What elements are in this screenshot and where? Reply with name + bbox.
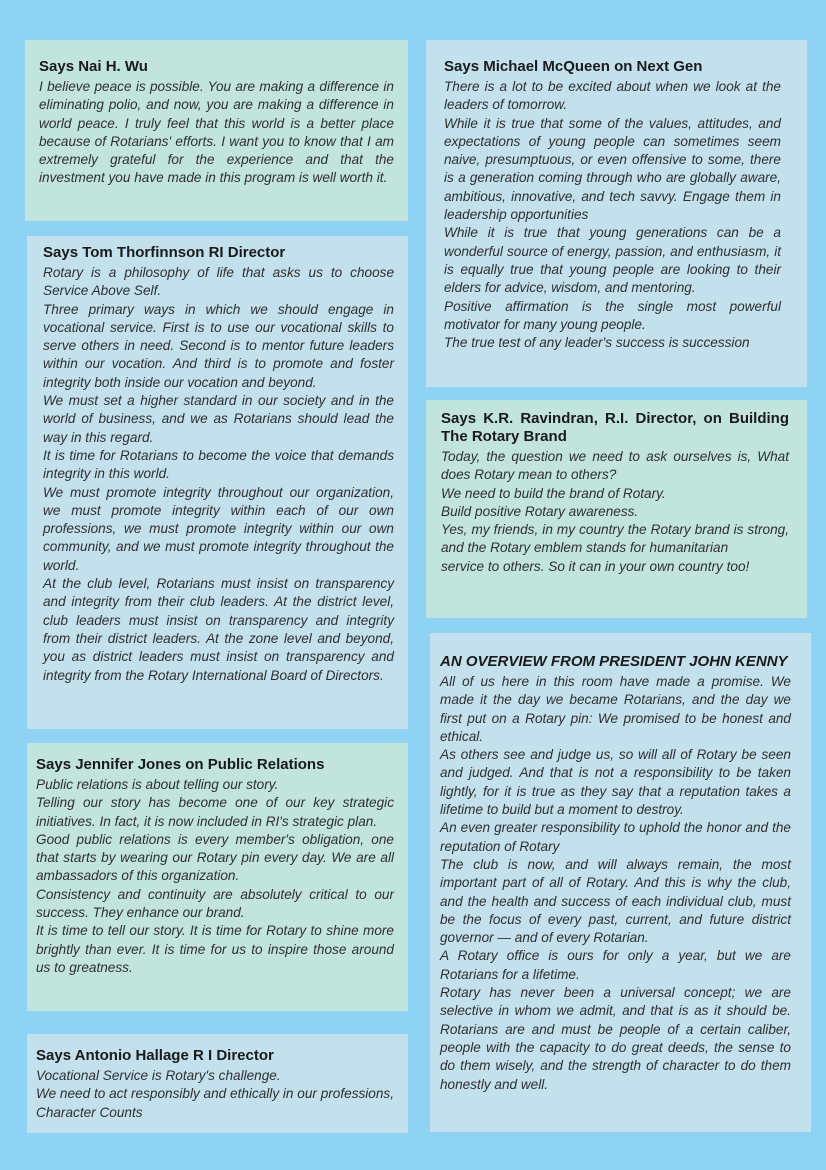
overview-title: AN OVERVIEW FROM PRESIDENT JOHN KENNY xyxy=(440,653,788,670)
quote-title: Says Michael McQueen on Next Gen xyxy=(444,58,703,75)
quote-title: Says Antonio Hallage R I Director xyxy=(36,1047,274,1064)
quote-box-jennifer-jones xyxy=(27,743,408,1011)
overview-paragraph: The club is now, and will always remain, the most important part of all of Rotary. And this is why the club, and the health and success of each individual club, must be the focus of every past, current, and future district governor — and of every Rotarian. xyxy=(440,856,791,946)
quote-paragraph: Today, the question we need to ask ourselves is, What does Rotary mean to others? xyxy=(441,449,789,483)
overview-paragraph: As others see and judge us, so will all of Rotary be seen and judged. And that is not a responsibility to be taken lightly, for it is true as they say that a reputation takes a lifetime to build but a moment to destroy. xyxy=(440,747,791,818)
quote-paragraph: Rotary is a philosophy of life that asks us to choose Service Above Self. xyxy=(43,265,394,299)
overview-box-john-kenny xyxy=(430,633,811,1132)
quote-paragraph: The true test of any leader's success is succession xyxy=(444,335,750,351)
quote-paragraph: We need to act responsibly and ethically in our professions, Character Counts xyxy=(36,1086,394,1120)
quote-paragraph: Positive affirmation is the single most powerful motivator for many young people. xyxy=(444,298,781,332)
overview-paragraph: All of us here in this room have made a promise. We made it the day we became Rotarians, and the day we first put on a Rotary pin: We promised to be honest and ethical. xyxy=(440,674,791,744)
quote-title: Says K.R. Ravindran, R.I. Director, on Building The Rotary Brand xyxy=(441,410,789,445)
quote-paragraph: I believe peace is possible. You are making a difference in eliminating polio, and now, you are making a difference in world peace. I truly feel that this world is a better place because of Rotarians' efforts. I want you to know that I am extremely grateful for the experience and that the investment you have made in this program is well worth it. xyxy=(39,79,394,186)
quote-paragraph: Yes, my friends, in my country the Rotary brand is strong, and the Rotary emblem stands for humanitarian xyxy=(441,522,789,556)
quote-paragraph: At the club level, Rotarians must insist on transparency and integrity from their club leaders. At the district level, club leaders must insist on transparency and integrity from their district leaders. At the zone level and beyond, you as district leaders must insist on transparency and integrity from the Rotary International Board of Directors. xyxy=(43,576,394,683)
quote-paragraph: Telling our story has become one of our key strategic initiatives. In fact, it is now included in RI's strategic plan. xyxy=(36,795,394,829)
quote-paragraph: We need to build the brand of Rotary. xyxy=(441,485,666,501)
quote-paragraph: While it is true that young generations can be a wonderful source of energy, passion, and enthusiasm, it is equally true that young people are looking to their elders for advice, wisdom, and mentoring. xyxy=(444,225,781,296)
overview-paragraph: A Rotary office is ours for only a year, but we are Rotarians for a lifetime. xyxy=(440,948,791,982)
quote-paragraph: We must promote integrity throughout our organization, we must promote integrity within each of our own professions, we must promote integrity within our own community, and we must promote integrity throughout the world. xyxy=(43,484,394,573)
quote-paragraph: Good public relations is every member's obligation, one that starts by wearing our Rotary pin every day. We are all ambassadors of this organization. xyxy=(36,831,394,884)
quote-box-tom-thorfinnson xyxy=(27,236,408,729)
quote-paragraph: Vocational Service is Rotary's challenge. xyxy=(36,1068,281,1083)
quote-paragraph: Build positive Rotary awareness. xyxy=(441,503,639,519)
quote-box-michael-mcqueen xyxy=(426,40,807,387)
quote-paragraph: It is time for Rotarians to become the voice that demands integrity in this world. xyxy=(43,447,394,482)
quote-paragraph: service to others. So it can in your own country too! xyxy=(441,558,750,574)
quote-paragraph: There is a lot to be excited about when we look at the leaders of tomorrow. xyxy=(444,79,781,113)
quote-title: Says Tom Thorfinnson RI Director xyxy=(43,244,286,261)
overview-paragraph: An even greater responsibility to uphold the honor and the reputation of Rotary xyxy=(440,820,791,854)
overview-paragraph: Rotary has never been a universal concept; we are selective in whom we admit, and that is as it should be. Rotarians are and must be people of a certain caliber, people with the capacity to do great deeds, the sense to do them wisely, and the strength of character to do them honestly and well. xyxy=(440,985,791,1092)
quote-paragraph: We must set a higher standard in our society and in the world of business, and we as Rotarians should lead the way in this regard. xyxy=(43,393,394,445)
quote-title: Says Nai H. Wu xyxy=(39,58,148,75)
quote-box-kr-ravindran xyxy=(426,400,807,618)
quote-title: Says Jennifer Jones on Public Relations xyxy=(36,756,325,773)
quote-paragraph: While it is true that some of the values, attitudes, and expectations of young people can sometimes seem naive, presumptuous, or even offensive to some, there is a generation coming through who are globally aware, ambitious, innovative, and tech savvy. Engage them in leadership opportunities xyxy=(444,115,781,223)
quote-paragraph: Public relations is about telling our story. xyxy=(36,777,279,792)
quote-paragraph: It is time to tell our story. It is time for Rotary to shine more brightly than ever. It is time for us to inspire those around us to greatness. xyxy=(36,923,394,975)
quote-paragraph: Consistency and continuity are absolutely critical to our success. They enhance our brand. xyxy=(36,886,394,921)
quote-box-antonio-hallage xyxy=(27,1034,408,1133)
quote-box-nai-wu xyxy=(25,40,408,221)
quote-paragraph: Three primary ways in which we should engage in vocational service. First is to use our vocational skills to serve others in need. Second is to mentor future leaders within our vocation. And third is to promote and foster integrity both inside our vocation and beyond. xyxy=(43,301,394,390)
